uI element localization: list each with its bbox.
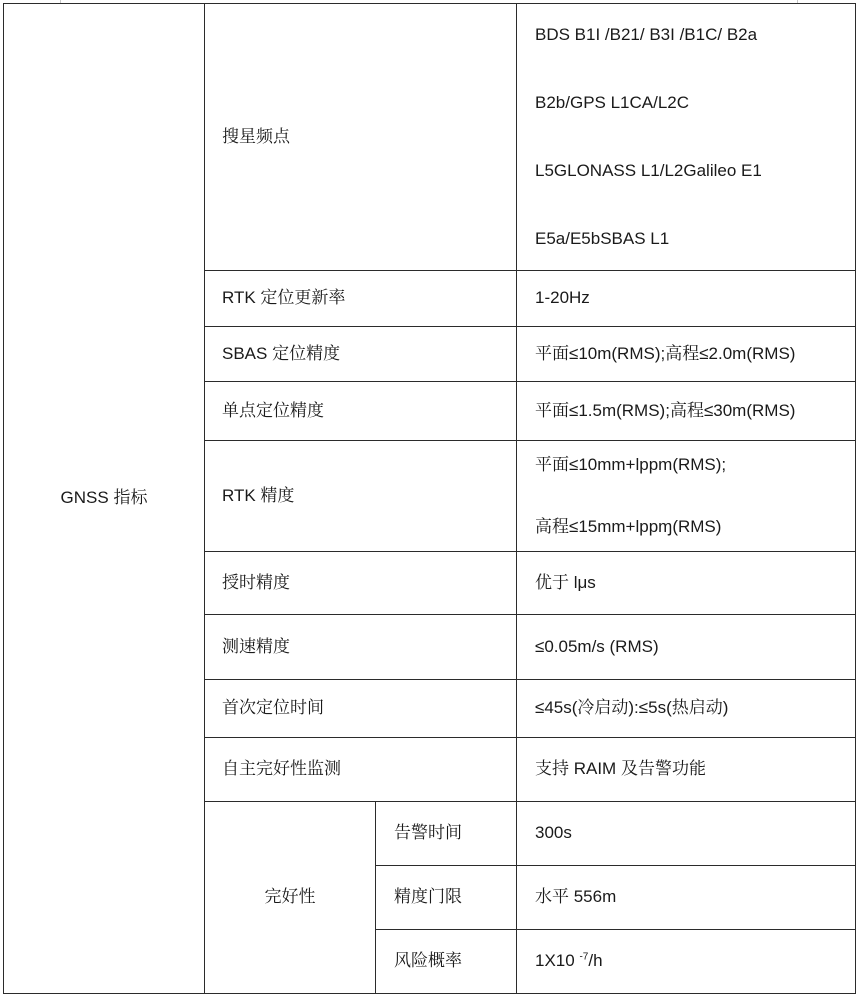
sub-row-label-cell (394, 930, 514, 993)
group-label-cell (4, 4, 204, 993)
row-value: 平面≤1.5m(RMS);高程≤30m(RMS) (535, 400, 796, 420)
value-line: 高程≤15mm+lppɱ(RMS) (535, 516, 722, 536)
row-value: 支持 RAIM 及告警功能 (535, 759, 706, 779)
row-label-cell (222, 738, 512, 801)
risk-exponent: -7 (579, 951, 589, 963)
sub-row-value-cell (535, 802, 853, 865)
group-label: GNSS 指标 (60, 488, 148, 508)
row-label: 自主完好性监测 (222, 759, 341, 779)
row-value-cell (535, 25, 853, 249)
row-label: 单点定位精度 (222, 400, 324, 420)
row-label-cell (222, 4, 512, 270)
risk-base: 1X10 (535, 951, 575, 971)
row-value-cell (535, 552, 853, 614)
table-border-bottom (3, 993, 856, 994)
row-label: SBAS 定位精度 (222, 343, 341, 363)
row-label: RTK 精度 (222, 485, 295, 505)
row-value-cell (535, 615, 853, 679)
row-label-cell (222, 680, 512, 737)
integrity-label-cell (205, 802, 375, 993)
row-value-cell (535, 327, 853, 381)
risk-probability-value (535, 951, 603, 971)
value-line: E5a/E5bSBAS L1 (535, 228, 670, 248)
sub-row-label: 告警时间 (394, 823, 462, 843)
row-label: RTK 定位更新率 (222, 288, 346, 308)
sub-row-value: 300s (535, 823, 572, 843)
row-value-cell (535, 738, 853, 801)
row-label-cell (222, 615, 512, 679)
value-line: B2b/GPS L1CA/L2C (535, 92, 690, 112)
column-divider (375, 801, 376, 994)
row-label-cell (222, 327, 512, 381)
row-label-cell (222, 271, 512, 326)
sub-row-label: 精度门限 (394, 887, 462, 907)
row-value: 优于 lμs (535, 572, 596, 592)
row-value-cell (535, 455, 853, 537)
sub-row-label-cell (394, 802, 514, 865)
sub-row-value-cell (535, 866, 853, 929)
value-line: 平面≤10mm+lppm(RMS); (535, 455, 727, 474)
row-label: 授时精度 (222, 572, 290, 592)
row-value-cell (535, 680, 853, 737)
row-label-cell (222, 382, 512, 440)
risk-unit: /h (588, 951, 603, 971)
value-line: BDS B1I /B21/ B3I /B1C/ B2a (535, 25, 758, 44)
row-value-cell (535, 382, 853, 440)
row-label-cell (222, 441, 512, 551)
row-label: 测速精度 (222, 636, 290, 656)
row-label: 搜星频点 (222, 126, 290, 146)
row-label-cell (222, 552, 512, 614)
integrity-label: 完好性 (264, 887, 316, 907)
row-value: 1-20Hz (535, 288, 590, 308)
sub-row-value-cell (535, 930, 853, 993)
row-value: ≤0.05m/s (RMS) (535, 636, 659, 656)
row-value: 平面≤10m(RMS);高程≤2.0m(RMS) (535, 343, 796, 363)
table-border-right (855, 3, 856, 994)
row-value: ≤45s(冷启动):≤5s(热启动) (535, 698, 729, 718)
sub-row-value: 水平 556m (535, 887, 617, 907)
column-divider (516, 3, 517, 994)
row-label: 首次定位时间 (222, 698, 324, 718)
row-value-cell (535, 271, 853, 326)
sub-row-label: 风险概率 (394, 951, 462, 971)
value-line: L5GLONASS L1/L2Galileo E1 (535, 160, 762, 180)
sub-row-label-cell (394, 866, 514, 929)
